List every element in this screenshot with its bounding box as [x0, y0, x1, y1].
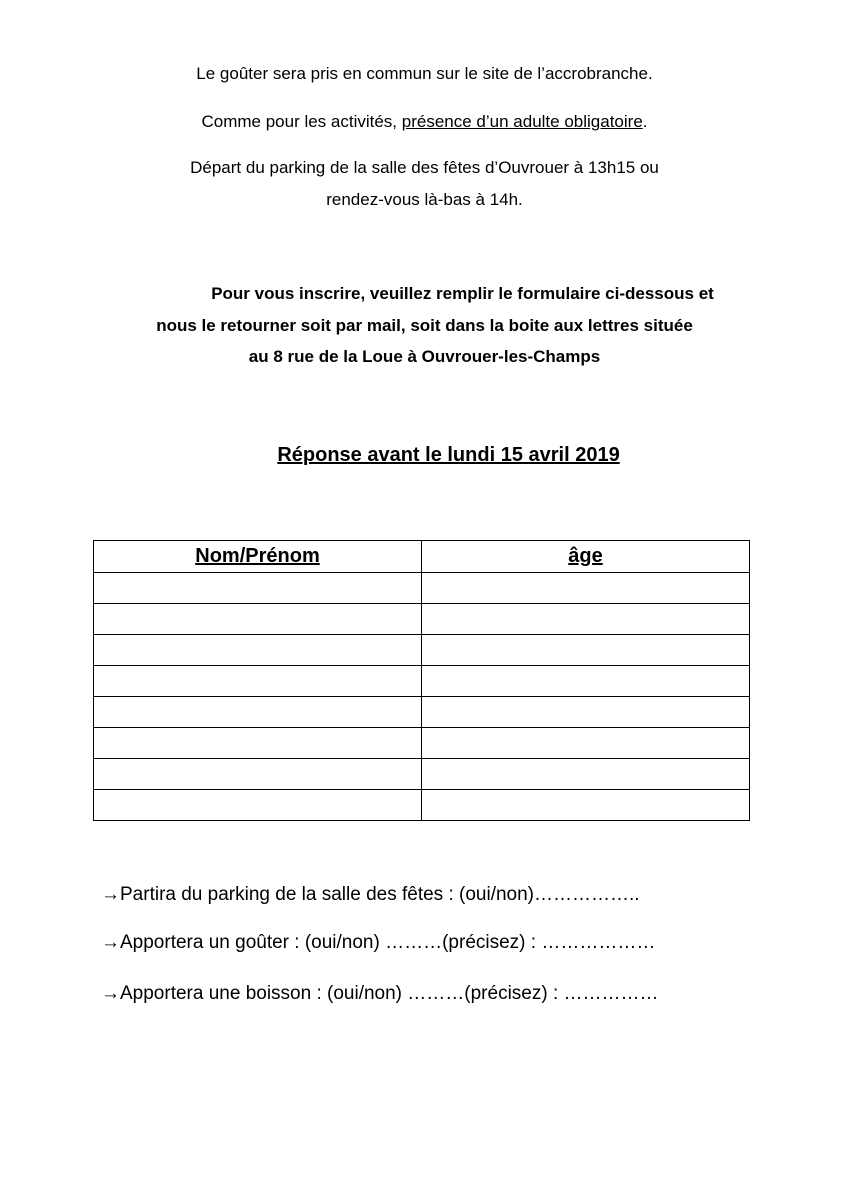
nom-cell[interactable]	[94, 759, 422, 790]
intro-line-adulte	[0, 112, 849, 132]
question-parking: →Partira du parking de la salle des fêtes : (oui/non)……………..	[101, 884, 640, 905]
age-cell[interactable]	[422, 790, 750, 821]
nom-cell[interactable]	[94, 604, 422, 635]
table-row	[94, 697, 750, 728]
age-cell[interactable]	[422, 728, 750, 759]
instructions-line-2: nous le retourner soit par mail, soit dans la boite aux lettres située	[156, 316, 693, 335]
column-header-age: âge	[422, 541, 750, 573]
age-cell[interactable]	[422, 666, 750, 697]
intro-line-rendezvous: rendez-vous là-bas à 14h.	[326, 190, 523, 209]
table-row	[94, 573, 750, 604]
age-cell[interactable]	[422, 759, 750, 790]
table-row	[94, 759, 750, 790]
age-cell[interactable]	[422, 697, 750, 728]
age-cell[interactable]	[422, 573, 750, 604]
nom-cell[interactable]	[94, 666, 422, 697]
adulte-obligatoire-text: présence d’un adulte obligatoire	[401, 112, 643, 131]
instructions-line-1: Pour vous inscrire, veuillez remplir le formulaire ci-dessous et	[211, 284, 714, 303]
age-cell[interactable]	[422, 635, 750, 666]
table-row	[94, 790, 750, 821]
intro-line-adulte-suffix: .	[642, 112, 648, 131]
nom-cell[interactable]	[94, 635, 422, 666]
table-row	[94, 635, 750, 666]
nom-cell[interactable]	[94, 790, 422, 821]
question-boisson: →Apportera une boisson : (oui/non) ………(précisez) : ……………	[101, 983, 659, 1004]
registration-table	[93, 540, 750, 821]
intro-line-adulte-prefix: Comme pour les activités,	[201, 112, 402, 131]
nom-cell[interactable]	[94, 697, 422, 728]
table-body	[94, 573, 750, 821]
question-gouter: →Apportera un goûter : (oui/non) ………(précisez) : ………………	[101, 932, 656, 953]
nom-cell[interactable]	[94, 728, 422, 759]
nom-cell[interactable]	[94, 573, 422, 604]
table-row	[94, 728, 750, 759]
table-header-row	[94, 541, 750, 573]
table-row	[94, 666, 750, 697]
table-row	[94, 604, 750, 635]
intro-line-goûter: Le goûter sera pris en commun sur le site de l’accrobranche.	[196, 64, 653, 83]
intro-line-depart: Départ du parking de la salle des fêtes d’Ouvrouer à 13h15 ou	[190, 158, 659, 177]
age-cell[interactable]	[422, 604, 750, 635]
instructions-line-3: au 8 rue de la Loue à Ouvrouer-les-Champs	[248, 347, 601, 366]
column-header-nom: Nom/Prénom	[94, 541, 422, 573]
deadline-heading: Réponse avant le lundi 15 avril 2019	[277, 444, 620, 466]
